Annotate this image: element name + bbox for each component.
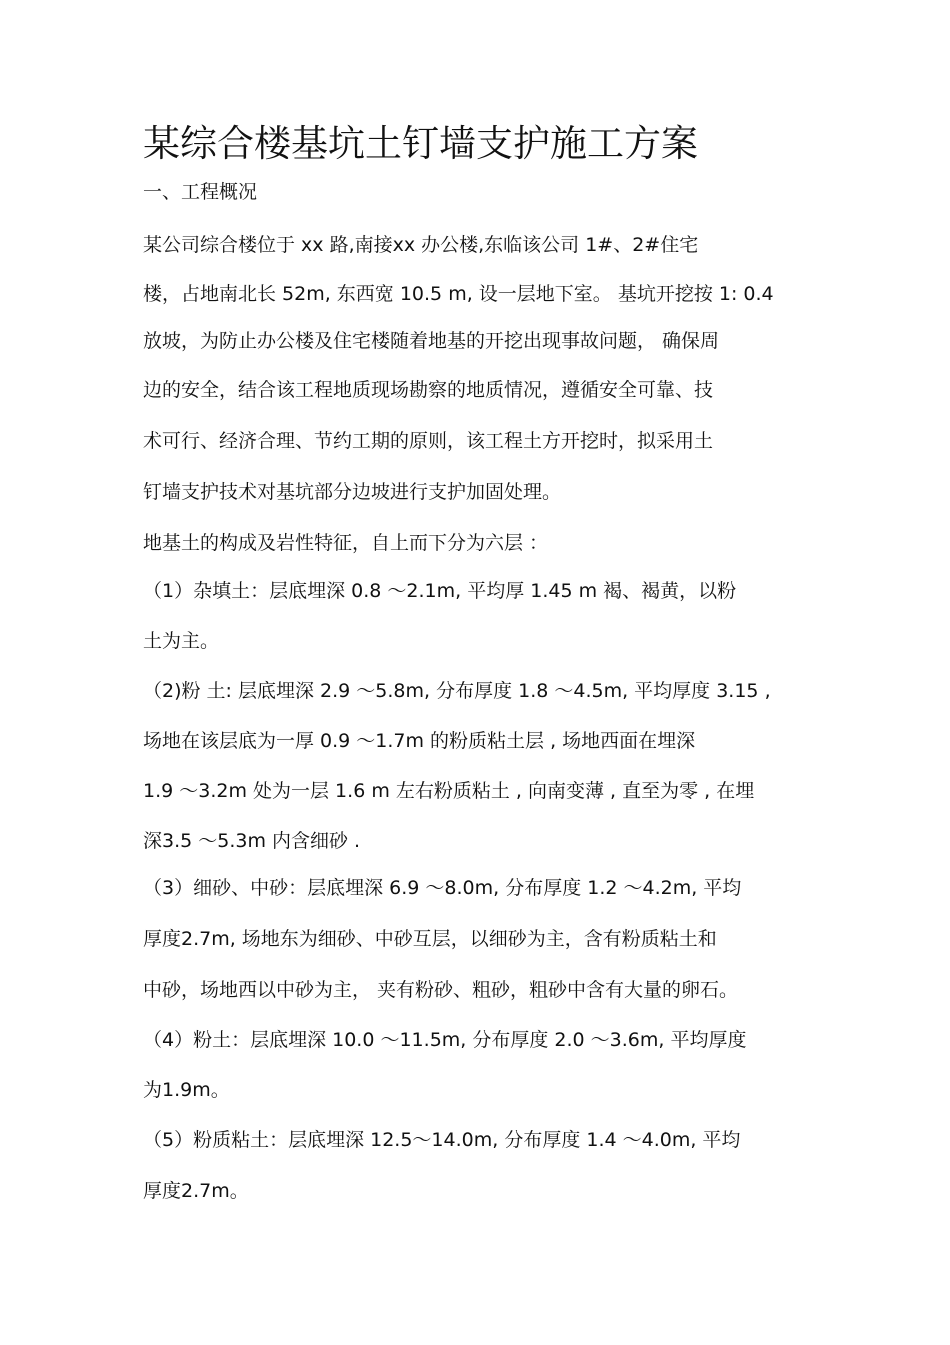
strata-line: （3）细砂、中砂：层底埋深 6.9 ～8.0m, 分布厚度 1.2 ～4.2m, 平均	[143, 877, 742, 899]
strata-line: （5）粉质粘土：层底埋深 12.5～14.0m, 分布厚度 1.4 ～4.0m, 平均	[143, 1129, 741, 1151]
overview-line: 钉墙支护技术对基坑部分边坡进行支护加固处理。	[143, 481, 562, 503]
strata-line: 厚度2.7m。	[143, 1180, 249, 1202]
strata-line: 厚度2.7m, 场地东为细砂、中砂互层，以细砂为主，含有粉质粘土和	[143, 928, 717, 950]
section-heading: 一、工程概况	[143, 181, 258, 203]
strata-line: 为1.9m。	[143, 1079, 230, 1101]
overview-line: 术可行、经济合理、节约工期的原则，该工程土方开挖时，拟采用土	[143, 430, 714, 452]
strata-line: 场地在该层底为一厚 0.9 ～1.7m 的粉质粘土层 , 场地西面在埋深	[143, 730, 696, 752]
strata-line: 1.9 ～3.2m 处为一层 1.6 m 左右粉质粘土 , 向南变薄 , 直至为零 , 在埋	[143, 780, 755, 802]
strata-intro: 地基土的构成及岩性特征，自上而下分为六层 ：	[143, 532, 549, 554]
strata-line: （1）杂填土：层底埋深 0.8 ～2.1m, 平均厚 1.45 m 褐、褐黄，以粉	[143, 580, 737, 602]
strata-line: （2)粉 土: 层底埋深 2.9 ～5.8m, 分布厚度 1.8 ～4.5m, 平均厚度 3.15 ,	[143, 680, 771, 702]
overview-line: 放坡，为防止办公楼及住宅楼随着地基的开挖出现事故问题， 确保周	[143, 330, 720, 352]
overview-line: 某公司综合楼位于 xx 路,南接xx 办公楼,东临该公司 1#、2#住宅	[143, 234, 699, 256]
strata-line: （4）粉土：层底埋深 10.0 ～11.5m, 分布厚度 2.0 ～3.6m, 平均厚度	[143, 1029, 747, 1051]
strata-line: 中砂，场地西以中砂为主， 夹有粉砂、粗砂，粗砂中含有大量的卵石。	[143, 979, 739, 1001]
strata-line: 土为主。	[143, 630, 220, 652]
strata-line: 深3.5 ～5.3m 内含细砂 .	[143, 830, 361, 852]
overview-line: 楼，占地南北长 52m, 东西宽 10.5 m, 设一层地下室。 基坑开挖按 1: 0.4	[143, 283, 774, 305]
overview-line: 边的安全，结合该工程地质现场勘察的地质情况，遵循安全可靠、技	[143, 379, 714, 401]
document-title: 某综合楼基坑土钉墙支护施工方案	[143, 122, 698, 165]
